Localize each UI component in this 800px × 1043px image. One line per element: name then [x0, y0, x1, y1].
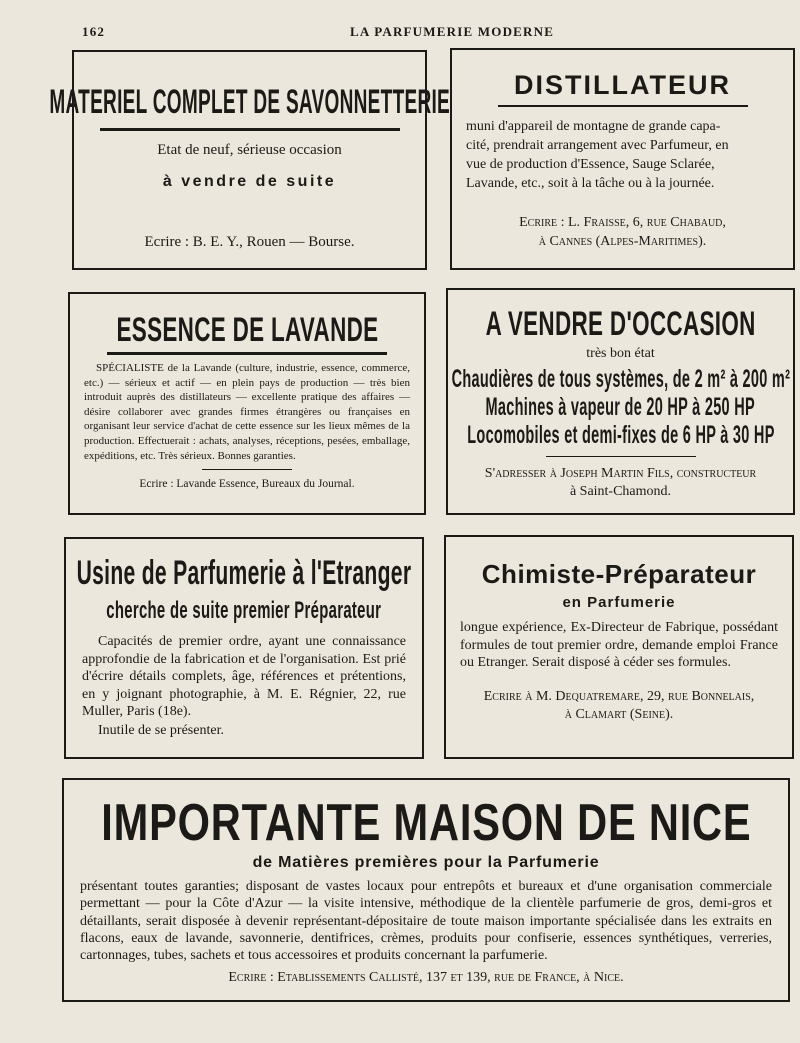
ad-occasion: [446, 288, 795, 515]
page-number: 162: [82, 24, 106, 39]
ad-subtitle: cherche de suite premier Préparateur: [106, 597, 382, 624]
ad-body: SPÉCIALISTE de la Lavande (culture, industrie, essence, commerce, etc.) — sérieux et actif — en plein pays de production — très bien introduit auprès des distillateurs — excellente pratique des affaires — désire collaborer avec grandes firmes étrangères ou françaises en organisant leur service d'achat de cette essence sur les lieux mêmes de la production. Effectuerait : achats, analyses, réceptions, pesées, emballage, expéditions, etc. Très sérieux. Bonnes garanties.: [84, 362, 410, 462]
contact-line: S'adresser à Joseph Martin Fils, constructeur: [484, 466, 757, 481]
equipment-line: Machines à vapeur de 20 HP à 250 HP: [485, 392, 756, 421]
ad-contact: Ecrire : Etablissements Callisté, 137 et 139, rue de France, à Nice.: [228, 970, 624, 986]
ad-subtitle: de Matières premières pour la Parfumerie: [252, 854, 600, 871]
body-line: muni d'appareil de montagne de grande capa-: [466, 119, 721, 134]
separator: [202, 469, 292, 470]
ad-title: A VENDRE D'OCCASION: [485, 304, 756, 343]
contact-line: à Cannes (Alpes-Maritimes).: [538, 234, 707, 249]
ad-body: longue expérience, Ex-Directeur de Fabrique, possédant formules de tout premier ordre, demande emploi France ou Etranger. Serait disposé à céder ses formules.: [460, 620, 778, 670]
ad-chimiste: [444, 535, 794, 759]
ad-body: [466, 117, 779, 193]
ad-contact: Ecrire : Lavande Essence, Bureaux du Journal.: [139, 478, 355, 491]
body-line: cité, prendrait arrangement avec Parfumeur, en: [466, 138, 729, 153]
ad-contact: [466, 213, 779, 251]
ad-body: présentant toutes garanties; disposant de vastes locaux pour entrepôts et bureaux et d'une organisation commerciale permettant — pour la Côte d'Azur — la visite intensive, méthodique de la clientèle parfumerie de gros, demi-gros et détaillants, serait disposée à devenir représentant-dépositaire de toute maison importante spécialisée dans les extraits en flacons, eaux de lavande, savonnerie, dentifrices, crèmes, produits pour confiserie, essences synthétiques, verreries, cartonnages, tubes, sachets et tous accessoires et produits concernant la parfumerie.: [80, 879, 772, 964]
title-rule: [100, 128, 400, 131]
ad-distillateur: [450, 48, 795, 270]
ad-title: DISTILLATEUR: [514, 70, 731, 100]
ad-subtitle: en Parfumerie: [562, 594, 676, 611]
ad-headline: à vendre de suite: [162, 173, 337, 190]
ad-title: IMPORTANTE MAISON DE NICE: [100, 794, 752, 852]
page-header: [82, 24, 760, 42]
ad-line: Etat de neuf, sérieuse occasion: [157, 142, 342, 158]
ad-subtitle: très bon état: [586, 346, 655, 361]
ad-savonnetterie: [49, 50, 450, 270]
contact-line: à Saint-Chamond.: [569, 484, 672, 499]
separator: [546, 456, 696, 457]
body-line: vue de production d'Essence, Sauge Sclarée,: [466, 157, 715, 172]
contact-line: Ecrire à M. Dequatremare, 29, rue Bonnelais,: [483, 688, 755, 704]
title-rule: [107, 352, 387, 355]
ad-contact: Ecrire : B. E. Y., Rouen — Bourse.: [144, 234, 355, 250]
ad-contact: [460, 465, 781, 501]
ad-title: MATERIEL COMPLET DE SAVONNETTERIE: [49, 82, 450, 121]
ad-title: Usine de Parfumerie à l'Etranger: [76, 553, 412, 592]
contact-line: à Clamart (Seine).: [564, 706, 674, 722]
equipment-line: Chaudières de tous systèmes, de 2 m² à 200 m²: [451, 364, 790, 393]
ad-title: ESSENCE DE LAVANDE: [116, 310, 378, 349]
equipment-line: Locomobiles et demi-fixes de 6 HP à 30 HP: [466, 420, 775, 449]
ad-title: Chimiste-Préparateur: [481, 559, 757, 589]
journal-title: LA PARFUMERIE MODERNE: [350, 24, 555, 39]
contact-line: Ecrire : L. Fraisse, 6, rue Chabaud,: [519, 215, 726, 230]
ad-contact: [460, 688, 778, 724]
ad-lavande: [68, 292, 426, 515]
body-line: Lavande, etc., soit à la tâche ou à la journée.: [466, 176, 715, 191]
ad-usine: [64, 537, 424, 759]
ad-body: Capacités de premier ordre, ayant une connaissance approfondie de la fabrication et de l'organisation. Est prié d'écrire détails complets, âge, références et prétentions, en y joignant photographie, à M. E. Régnier, 22, rue Muller, Paris (18e).: [82, 634, 406, 719]
title-rule: [498, 105, 748, 107]
ad-closing: Inutile de se présenter.: [98, 722, 224, 738]
ad-nice: [62, 778, 790, 1002]
